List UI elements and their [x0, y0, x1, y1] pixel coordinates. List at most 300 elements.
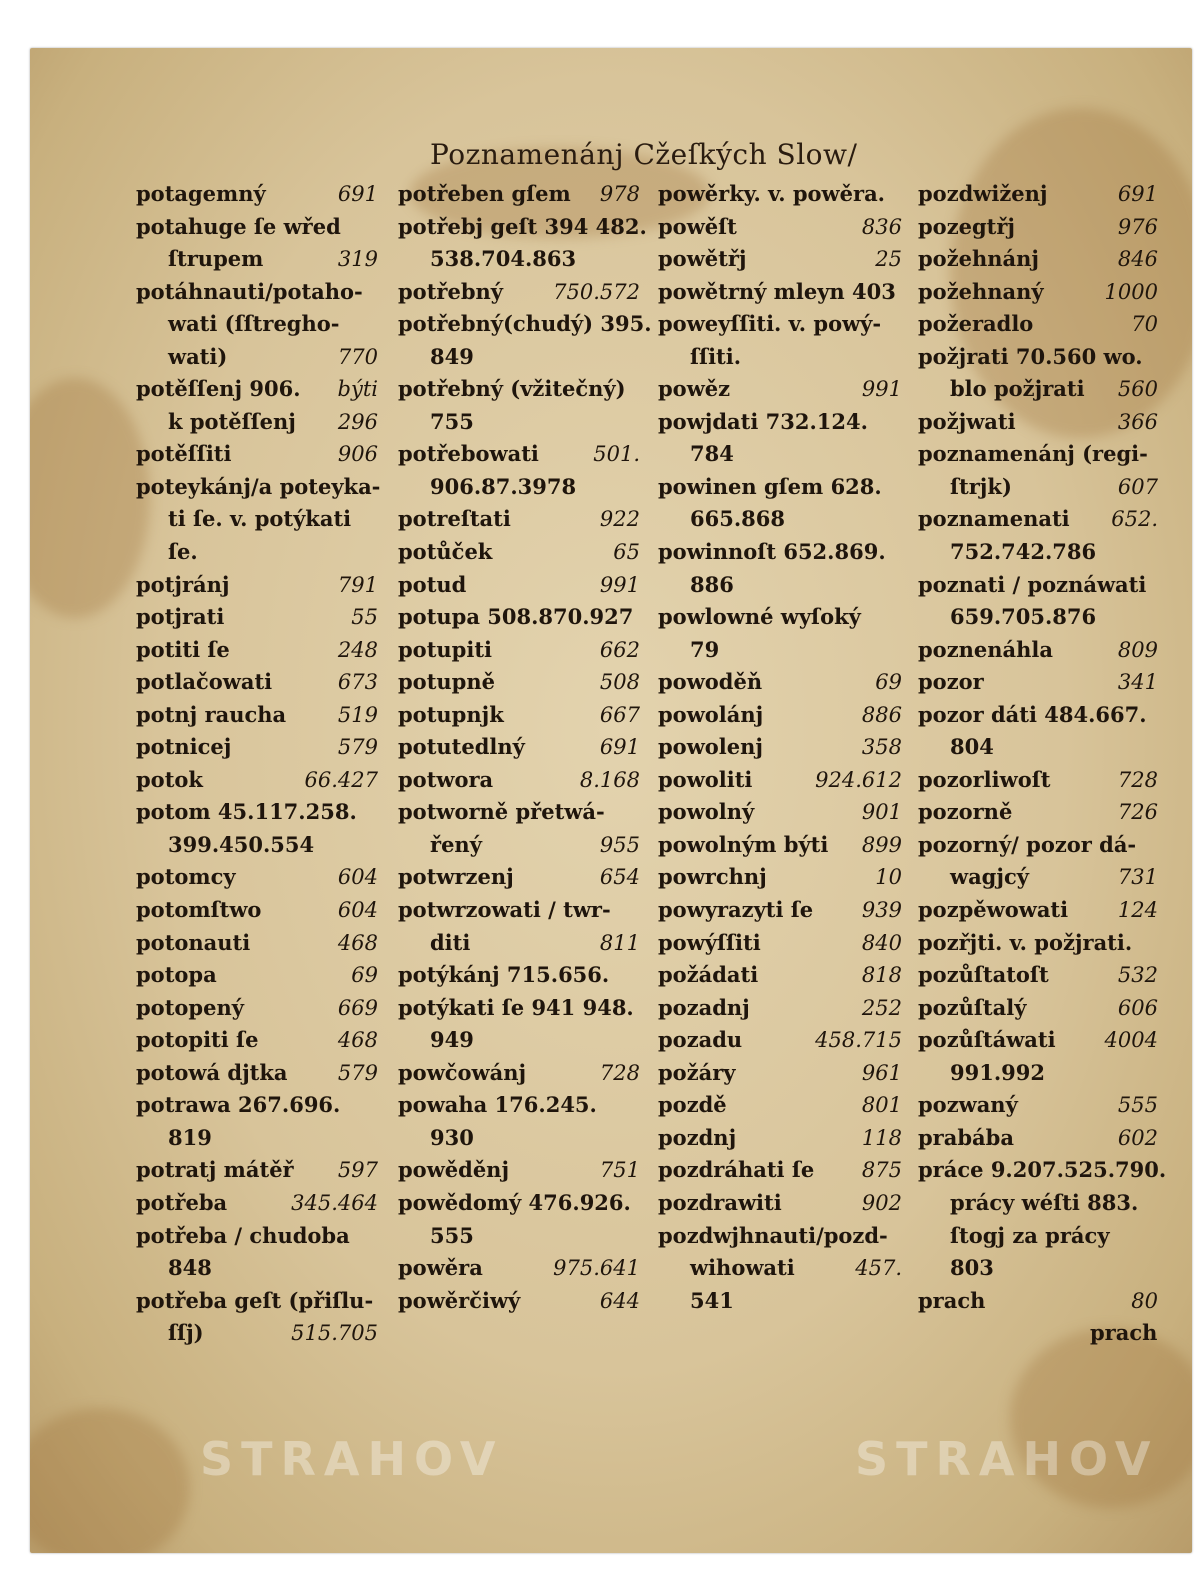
entry-word: prabába	[918, 1124, 1014, 1150]
entry-word: powaha 176.245.	[398, 1092, 597, 1118]
index-entry	[658, 1285, 902, 1318]
entry-word: ti ſe. v. potýkati	[168, 506, 352, 532]
index-entry	[136, 438, 378, 471]
index-entry	[398, 536, 640, 569]
index-entry	[136, 1154, 378, 1187]
entry-page-ref: 124	[1117, 898, 1158, 923]
entry-page-ref: 319	[337, 247, 378, 272]
index-entry	[398, 1122, 640, 1155]
entry-page-ref: 731	[1117, 865, 1158, 890]
entry-word: powlowné wyſoký	[658, 604, 861, 630]
index-entry	[918, 373, 1158, 406]
entry-page-ref: 66.427	[304, 767, 378, 792]
index-entry	[398, 1057, 640, 1090]
entry-page-ref: 602	[1117, 1125, 1158, 1150]
index-entry	[918, 243, 1158, 276]
water-stain	[30, 1408, 190, 1553]
entry-word: potřebowati	[398, 441, 539, 467]
entry-page-ref: 248	[337, 637, 378, 662]
entry-word: poznamenánj (regi-	[918, 441, 1148, 467]
entry-word: potom 45.117.258.	[136, 799, 357, 825]
entry-word: řený	[430, 831, 482, 857]
index-entry	[136, 601, 378, 634]
entry-word: 399.450.554	[168, 831, 315, 857]
index-entry	[658, 1220, 902, 1253]
entry-word: potagemný	[136, 181, 266, 206]
index-entry	[658, 1187, 902, 1220]
entry-word: potýkánj 715.656.	[398, 962, 610, 988]
entry-page-ref: 978	[599, 182, 640, 206]
entry-word: blo požjrati	[950, 376, 1085, 402]
index-entry	[918, 1220, 1158, 1253]
entry-page-ref: 644	[599, 1288, 640, 1313]
entry-word: potřebný(chudý) 395.	[398, 311, 652, 337]
entry-word: potwora	[398, 766, 494, 792]
index-entry	[918, 927, 1158, 960]
entry-page-ref: 366	[1117, 409, 1158, 434]
entry-word: powinnoſt 652.869.	[658, 539, 886, 565]
entry-word: 541	[690, 1287, 734, 1313]
entry-word: potomſtwo	[136, 897, 262, 923]
entry-page-ref: 358	[861, 735, 902, 760]
entry-word: potjránj	[136, 571, 230, 597]
index-entry	[658, 796, 902, 829]
index-entry	[398, 666, 640, 699]
index-entry	[136, 796, 378, 829]
entry-page-ref: 902	[861, 1190, 902, 1215]
entry-word: powěděnj	[398, 1157, 510, 1183]
entry-word: 804	[950, 734, 994, 760]
index-entry	[398, 1089, 640, 1122]
entry-page-ref: 976	[1117, 214, 1158, 239]
entry-word: poznati / poznáwati	[918, 571, 1147, 597]
entry-page-ref: 579	[337, 1060, 378, 1085]
index-entry	[658, 731, 902, 764]
entry-word: potonauti	[136, 929, 251, 955]
entry-word: potopa	[136, 962, 217, 988]
entry-page-ref: 457.	[855, 1256, 902, 1281]
entry-page-ref: 809	[1117, 637, 1158, 662]
entry-word: potěſſiti	[136, 441, 232, 467]
index-entry	[918, 308, 1158, 341]
entry-page-ref: 667	[599, 702, 640, 727]
entry-word: potomcy	[136, 864, 236, 890]
index-entry	[918, 1187, 1158, 1220]
entry-page-ref: 560	[1117, 377, 1158, 402]
entry-word: pozdě	[658, 1092, 727, 1118]
index-entry	[136, 211, 378, 244]
index-entry	[398, 308, 652, 341]
index-entry	[918, 1122, 1158, 1155]
entry-page-ref: 468	[337, 930, 378, 955]
entry-word: pozorně	[918, 799, 1013, 825]
entry-page-ref: 836	[861, 214, 902, 239]
index-entry	[398, 764, 640, 797]
entry-word: prácy wéſti 883.	[950, 1189, 1139, 1215]
index-entry	[658, 666, 902, 699]
index-entry	[918, 406, 1158, 439]
index-column-4	[918, 178, 1167, 1317]
entry-page-ref: 818	[861, 963, 902, 988]
index-entry	[398, 634, 640, 667]
entry-page-ref: 607	[1117, 474, 1158, 499]
entry-page-ref: 899	[861, 832, 902, 857]
entry-word: pozřjti. v. požjrati.	[918, 929, 1133, 955]
index-entry	[658, 276, 902, 309]
entry-word: ſtrupem	[168, 246, 264, 272]
index-entry	[398, 992, 640, 1025]
entry-word: powjdati 732.124.	[658, 408, 868, 434]
entry-page-ref: 652.	[1111, 507, 1158, 532]
index-entry	[398, 569, 640, 602]
index-entry	[136, 1089, 378, 1122]
index-entry	[918, 992, 1158, 1025]
index-entry	[136, 243, 378, 276]
entry-word: powolánj	[658, 701, 764, 727]
entry-page-ref: 939	[861, 898, 902, 923]
entry-page-ref: 1000	[1104, 279, 1158, 304]
index-column-3	[658, 178, 902, 1317]
entry-page-ref: 508	[599, 670, 640, 695]
entry-word: diti	[430, 929, 471, 955]
entry-word: powolným býti	[658, 831, 829, 857]
index-entry	[398, 959, 640, 992]
watermark-right: STRAHOV	[855, 1432, 1159, 1486]
entry-word: požehnaný	[918, 278, 1044, 304]
entry-page-ref: 345.464	[291, 1190, 378, 1215]
index-entry	[136, 569, 378, 602]
entry-word: powoděň	[658, 669, 763, 695]
entry-word: požjwati	[918, 408, 1016, 434]
index-entry	[136, 731, 378, 764]
entry-word: požjrati 70.560 wo.	[918, 343, 1143, 369]
index-entry	[918, 861, 1158, 894]
index-entry	[136, 503, 378, 536]
entry-word: powyrazyti ſe	[658, 897, 814, 923]
entry-page-ref: 726	[1117, 800, 1158, 825]
entry-word: pozůſtalý	[918, 994, 1027, 1020]
entry-word: powýſſiti	[658, 929, 761, 955]
index-entry	[136, 341, 378, 374]
index-entry	[136, 1317, 378, 1350]
index-entry	[918, 699, 1158, 732]
index-entry	[658, 471, 902, 504]
index-entry	[398, 211, 647, 244]
entry-page-ref: 728	[599, 1060, 640, 1085]
entry-word: potrawa 267.696.	[136, 1092, 341, 1118]
index-entry	[918, 894, 1158, 927]
entry-word: pozorný/ pozor dá-	[918, 831, 1137, 857]
entry-word: 659.705.876	[950, 604, 1097, 630]
entry-word: pozpěwowati	[918, 897, 1069, 923]
index-entry	[658, 699, 902, 732]
entry-word: powčowánj	[398, 1059, 527, 1085]
entry-page-ref: 555	[1117, 1093, 1158, 1118]
entry-word: pozdwjhnauti/pozd-	[658, 1222, 888, 1248]
entry-page-ref: 519	[337, 702, 378, 727]
index-entry	[136, 373, 378, 406]
entry-page-ref: 770	[337, 344, 378, 369]
entry-word: poznenáhla	[918, 636, 1053, 662]
index-entry	[658, 927, 902, 960]
index-entry	[136, 536, 378, 569]
entry-page-ref: 65	[613, 540, 640, 565]
index-entry	[658, 341, 902, 374]
index-entry	[658, 211, 902, 244]
index-entry	[658, 764, 902, 797]
entry-word: 906.87.3978	[430, 473, 577, 499]
entry-word: ſſiti.	[690, 343, 742, 369]
entry-page-ref: 252	[861, 995, 902, 1020]
index-entry	[398, 503, 640, 536]
entry-word: wihowati	[690, 1255, 795, 1281]
entry-word: potworně přetwá-	[398, 799, 605, 825]
page-title: Poznamenánj Cžeſkých Slow/	[430, 138, 858, 171]
entry-word: potáhnauti/potaho-	[136, 278, 363, 304]
index-entry	[918, 634, 1158, 667]
entry-page-ref: 296	[337, 409, 378, 434]
index-entry	[398, 829, 640, 862]
entry-page-ref: 875	[861, 1158, 902, 1183]
entry-word: powěſt	[658, 213, 737, 239]
index-entry	[398, 731, 640, 764]
entry-word: pozůſtatoſt	[918, 962, 1049, 988]
entry-word: potřebný (vžitečný)	[398, 376, 626, 402]
entry-word: pozadnj	[658, 994, 750, 1020]
water-stain	[30, 378, 150, 618]
entry-word: potwrzenj	[398, 864, 514, 890]
entry-page-ref: 751	[599, 1158, 640, 1183]
index-entry	[136, 406, 378, 439]
index-entry	[918, 731, 1158, 764]
entry-word: pozdráhati ſe	[658, 1157, 815, 1183]
entry-page-ref: 955	[599, 832, 640, 857]
index-entry	[136, 1057, 378, 1090]
entry-page-ref: 886	[861, 702, 902, 727]
index-entry	[918, 1252, 1158, 1285]
entry-page-ref: 515.705	[291, 1321, 378, 1346]
index-entry	[918, 569, 1158, 602]
entry-word: 752.742.786	[950, 539, 1097, 565]
index-entry	[918, 438, 1158, 471]
entry-word: powolný	[658, 799, 755, 825]
entry-word: 886	[690, 571, 734, 597]
entry-word: ſſj)	[168, 1320, 204, 1346]
index-entry	[398, 406, 640, 439]
entry-page-ref: 662	[599, 637, 640, 662]
entry-word: potratj mátěř	[136, 1157, 294, 1183]
entry-word: potnj raucha	[136, 701, 287, 727]
index-entry	[658, 829, 902, 862]
entry-page-ref: 991	[861, 377, 902, 402]
entry-word: pozdwiženj	[918, 181, 1048, 206]
entry-page-ref: 70	[1131, 312, 1158, 337]
index-entry	[658, 406, 902, 439]
index-entry	[658, 1122, 902, 1155]
entry-word: potřebj geſt 394 482.	[398, 213, 647, 239]
entry-word: 803	[950, 1255, 994, 1281]
entry-word: pozor dáti 484.667.	[918, 701, 1147, 727]
entry-page-ref: 750.572	[553, 279, 640, 304]
entry-page-ref: 791	[337, 572, 378, 597]
entry-page-ref: 118	[861, 1125, 902, 1150]
index-column-2	[398, 178, 652, 1317]
index-entry	[136, 276, 378, 309]
entry-word: powrchnj	[658, 864, 767, 890]
entry-page-ref: 458.715	[815, 1028, 902, 1053]
index-entry	[136, 861, 378, 894]
index-entry	[398, 601, 640, 634]
entry-word: 555	[430, 1222, 474, 1248]
entry-page-ref: 69	[875, 670, 902, 695]
entry-page-ref: 906	[337, 442, 378, 467]
entry-word: 930	[430, 1124, 474, 1150]
index-entry	[398, 373, 640, 406]
index-entry	[918, 829, 1158, 862]
index-entry	[136, 829, 378, 862]
entry-word: 538.704.863	[430, 246, 577, 272]
entry-word: práce 9.207.525.790.	[918, 1157, 1167, 1183]
entry-word: 79	[690, 636, 720, 662]
entry-page-ref: 501.	[593, 442, 640, 467]
entry-page-ref: 691	[337, 182, 378, 206]
entry-word: potnicej	[136, 734, 232, 760]
index-entry	[658, 894, 902, 927]
entry-word: potupně	[398, 669, 495, 695]
entry-word: powěrčiwý	[398, 1287, 521, 1313]
entry-word: ſtogj za prácy	[950, 1222, 1110, 1248]
index-entry	[136, 1285, 378, 1318]
entry-word: potahuge ſe wřed	[136, 213, 341, 239]
index-entry	[398, 1220, 640, 1253]
entry-word: potowá djtka	[136, 1059, 288, 1085]
index-entry	[918, 341, 1158, 374]
index-entry	[918, 178, 1158, 211]
index-entry	[398, 1285, 640, 1318]
entry-page-ref: 691	[1117, 182, 1158, 206]
entry-page-ref: 80	[1131, 1288, 1158, 1313]
entry-word: potreſtati	[398, 506, 511, 532]
index-entry	[398, 438, 640, 471]
catchword: prach	[1090, 1320, 1158, 1345]
index-entry	[136, 471, 381, 504]
entry-word: potupa 508.870.927	[398, 604, 634, 630]
entry-word: potok	[136, 766, 203, 792]
entry-page-ref: 922	[599, 507, 640, 532]
entry-word: wagjcý	[950, 864, 1029, 890]
index-entry	[398, 471, 640, 504]
index-entry	[658, 438, 902, 471]
index-entry	[398, 894, 640, 927]
index-entry	[136, 894, 378, 927]
entry-word: pozadu	[658, 1027, 743, 1053]
entry-word: požehnánj	[918, 246, 1039, 272]
index-entry	[398, 243, 640, 276]
entry-page-ref: 991	[599, 572, 640, 597]
entry-word: powolenj	[658, 734, 763, 760]
index-entry	[658, 569, 902, 602]
index-entry	[136, 764, 378, 797]
index-entry	[658, 308, 902, 341]
index-entry	[658, 959, 902, 992]
entry-word: prach	[918, 1287, 986, 1313]
entry-word: potopený	[136, 994, 244, 1020]
entry-page-ref: 597	[337, 1158, 378, 1183]
entry-word: 819	[168, 1124, 212, 1150]
entry-word: potřeben gſem	[398, 181, 571, 206]
entry-word: potopiti ſe	[136, 1027, 259, 1053]
index-entry	[398, 1252, 640, 1285]
index-entry	[658, 1024, 902, 1057]
entry-word: potýkati ſe 941 948.	[398, 994, 634, 1020]
entry-word: pozorliwoſt	[918, 766, 1051, 792]
index-entry	[136, 699, 378, 732]
entry-word: požáry	[658, 1059, 736, 1085]
entry-word: powětřj	[658, 246, 747, 272]
index-entry	[136, 1122, 378, 1155]
index-entry	[918, 959, 1158, 992]
index-entry	[658, 634, 902, 667]
entry-page-ref: 728	[1117, 767, 1158, 792]
index-entry	[658, 861, 902, 894]
index-entry	[658, 373, 902, 406]
index-column-1	[136, 178, 381, 1350]
entry-word: požeradlo	[918, 311, 1034, 337]
entry-page-ref: 468	[337, 1028, 378, 1053]
entry-word: k potěſſenj	[168, 408, 296, 434]
entry-word: 991.992	[950, 1059, 1045, 1085]
entry-word: powěra	[398, 1255, 483, 1281]
index-entry	[658, 243, 902, 276]
entry-page-ref: 25	[875, 247, 902, 272]
entry-page-ref: 801	[861, 1093, 902, 1118]
index-entry	[918, 1154, 1167, 1187]
entry-page-ref: býti	[337, 377, 378, 402]
entry-page-ref: 669	[337, 995, 378, 1020]
entry-word: potwrzowati / twr-	[398, 897, 611, 923]
index-entry	[136, 178, 378, 211]
entry-word: potůček	[398, 539, 493, 565]
entry-page-ref: 579	[337, 735, 378, 760]
index-entry	[918, 503, 1158, 536]
entry-word: 755	[430, 408, 474, 434]
entry-word: powěrky. v. powěra.	[658, 181, 885, 206]
entry-word: pozdrawiti	[658, 1189, 782, 1215]
index-entry	[136, 308, 378, 341]
entry-word: potlačowati	[136, 669, 273, 695]
index-entry	[136, 666, 378, 699]
entry-word: potřeba / chudoba	[136, 1222, 350, 1248]
index-entry	[918, 211, 1158, 244]
entry-word: potiti ſe	[136, 636, 230, 662]
index-entry	[918, 1057, 1158, 1090]
entry-page-ref: 654	[599, 865, 640, 890]
entry-word: pozor	[918, 669, 984, 695]
index-entry	[658, 992, 902, 1025]
entry-word: poweyſſiti. v. powý-	[658, 311, 882, 337]
entry-word: potud	[398, 571, 467, 597]
index-entry	[918, 764, 1158, 797]
entry-word: pozegtřj	[918, 213, 1016, 239]
entry-page-ref: 840	[861, 930, 902, 955]
entry-page-ref: 10	[875, 865, 902, 890]
index-entry	[398, 1154, 640, 1187]
entry-page-ref: 924.612	[815, 767, 902, 792]
entry-page-ref: 606	[1117, 995, 1158, 1020]
watermark-left: STRAHOV	[200, 1432, 504, 1486]
index-entry	[918, 601, 1158, 634]
entry-word: wati (ſſtregho-	[168, 311, 340, 337]
